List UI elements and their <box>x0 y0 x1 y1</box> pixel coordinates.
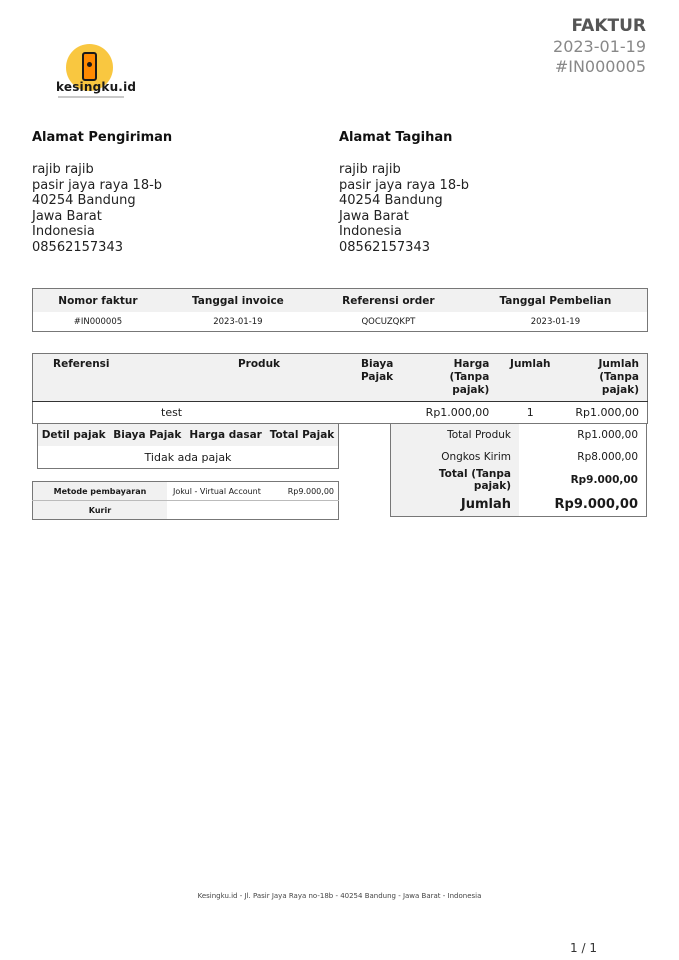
cell-total: Rp1.000,00 <box>575 406 639 419</box>
cell-invoice-number: #IN000005 <box>73 316 123 327</box>
invoice-date: 2023-01-19 <box>553 37 646 56</box>
header-invoice-date: Tanggal invoice <box>163 289 313 313</box>
billing-line: Indonesia <box>339 224 402 240</box>
grand-total-label: Jumlah <box>391 492 520 517</box>
header-tax <box>357 354 401 402</box>
header-tax-detail: Detil pajak <box>38 424 110 447</box>
shipping-heading: Alamat Pengiriman <box>32 130 173 145</box>
table-row <box>38 446 339 469</box>
carrier-label: Kurir <box>33 501 168 520</box>
shipping-line: Jawa Barat <box>32 208 102 224</box>
cell-product: test <box>161 406 183 419</box>
shipping-line: 08562157343 <box>32 239 123 255</box>
header-product: Produk <box>161 354 357 402</box>
tax-table <box>37 423 339 469</box>
payment-method-value: Jokul - Virtual Account <box>167 482 276 501</box>
header-quantity: Jumlah <box>497 354 563 402</box>
header-total-line2: (Tanpa pajak) <box>599 371 639 396</box>
phone-icon <box>82 52 97 81</box>
cell-tax <box>357 402 401 424</box>
shipping-line: Indonesia <box>32 224 95 240</box>
table-row <box>391 424 647 447</box>
grand-total-value: Rp9.000,00 <box>554 496 638 512</box>
shipping-line: rajib rajib <box>32 162 94 177</box>
header-invoice-number: Nomor faktur <box>33 289 163 313</box>
header-tax-line1: Biaya <box>361 358 394 370</box>
table-row <box>33 482 339 501</box>
table-row <box>33 312 648 332</box>
header-tax-cost: Biaya Pajak <box>109 424 185 447</box>
total-notax-value: Rp9.000,00 <box>570 474 638 486</box>
billing-line: 40254 Bandung <box>339 193 443 209</box>
header-total-line1: Jumlah <box>598 358 639 370</box>
billing-address <box>339 162 469 256</box>
brand-tagline-decoration <box>58 96 124 98</box>
cell-quantity: 1 <box>526 406 534 419</box>
header-base-price: Harga dasar <box>185 424 266 447</box>
shipping-line: 40254 Bandung <box>32 193 136 209</box>
invoice-info-table <box>32 288 648 332</box>
header-tax-line2: Pajak <box>361 371 394 383</box>
no-tax-text: Tidak ada pajak <box>144 450 232 464</box>
header-total-tax: Total Pajak <box>266 424 338 447</box>
table-row <box>33 501 339 520</box>
table-row <box>33 402 648 424</box>
payment-table <box>32 481 339 520</box>
payment-method-label: Metode pembayaran <box>33 482 168 501</box>
header-price-line2: (Tanpa pajak) <box>449 371 490 396</box>
invoice-title: FAKTUR <box>571 16 646 36</box>
products-table <box>32 353 648 424</box>
total-notax-label: Total (Tanpa pajak) <box>391 468 520 492</box>
billing-line: rajib rajib <box>339 162 401 177</box>
carrier-value <box>167 501 339 520</box>
table-row <box>391 446 647 468</box>
cell-purchase-date: 2023-01-19 <box>530 316 581 327</box>
table-row <box>391 492 647 517</box>
header-order-reference: Referensi order <box>313 289 464 313</box>
cell-order-reference: QOCUZQKPT <box>361 316 416 327</box>
shipping-address <box>32 162 162 256</box>
billing-heading: Alamat Tagihan <box>339 130 453 145</box>
page-counter: 1 / 1 <box>570 941 597 955</box>
cell-price: Rp1.000,00 <box>425 406 490 419</box>
footer-address: Kesingku.id - Jl. Pasir Jaya Raya no-18b - 40254 Bandung - Jawa Barat - Indonesia <box>197 892 482 900</box>
billing-line: Jawa Barat <box>339 208 409 224</box>
total-products-value: Rp1.000,00 <box>577 429 638 441</box>
payment-method-amount: Rp9.000,00 <box>276 482 338 501</box>
cell-reference <box>33 402 162 424</box>
invoice-number: #IN000005 <box>554 57 646 76</box>
header-total <box>563 354 647 402</box>
billing-line: pasir jaya raya 18-b <box>339 177 470 193</box>
header-reference: Referensi <box>33 354 162 402</box>
totals-table <box>390 423 647 517</box>
shipping-cost-value: Rp8.000,00 <box>577 451 638 463</box>
header-price-line1: Harga <box>453 358 490 370</box>
shipping-cost-label: Ongkos Kirim <box>391 446 520 468</box>
brand-name: kesingku.id <box>56 80 137 94</box>
shipping-line: pasir jaya raya 18-b <box>32 177 163 193</box>
cell-invoice-date: 2023-01-19 <box>213 316 263 327</box>
total-products-label: Total Produk <box>391 424 520 447</box>
table-row <box>391 468 647 492</box>
header-purchase-date: Tanggal Pembelian <box>464 289 648 313</box>
header-price <box>401 354 497 402</box>
billing-line: 08562157343 <box>339 239 430 255</box>
